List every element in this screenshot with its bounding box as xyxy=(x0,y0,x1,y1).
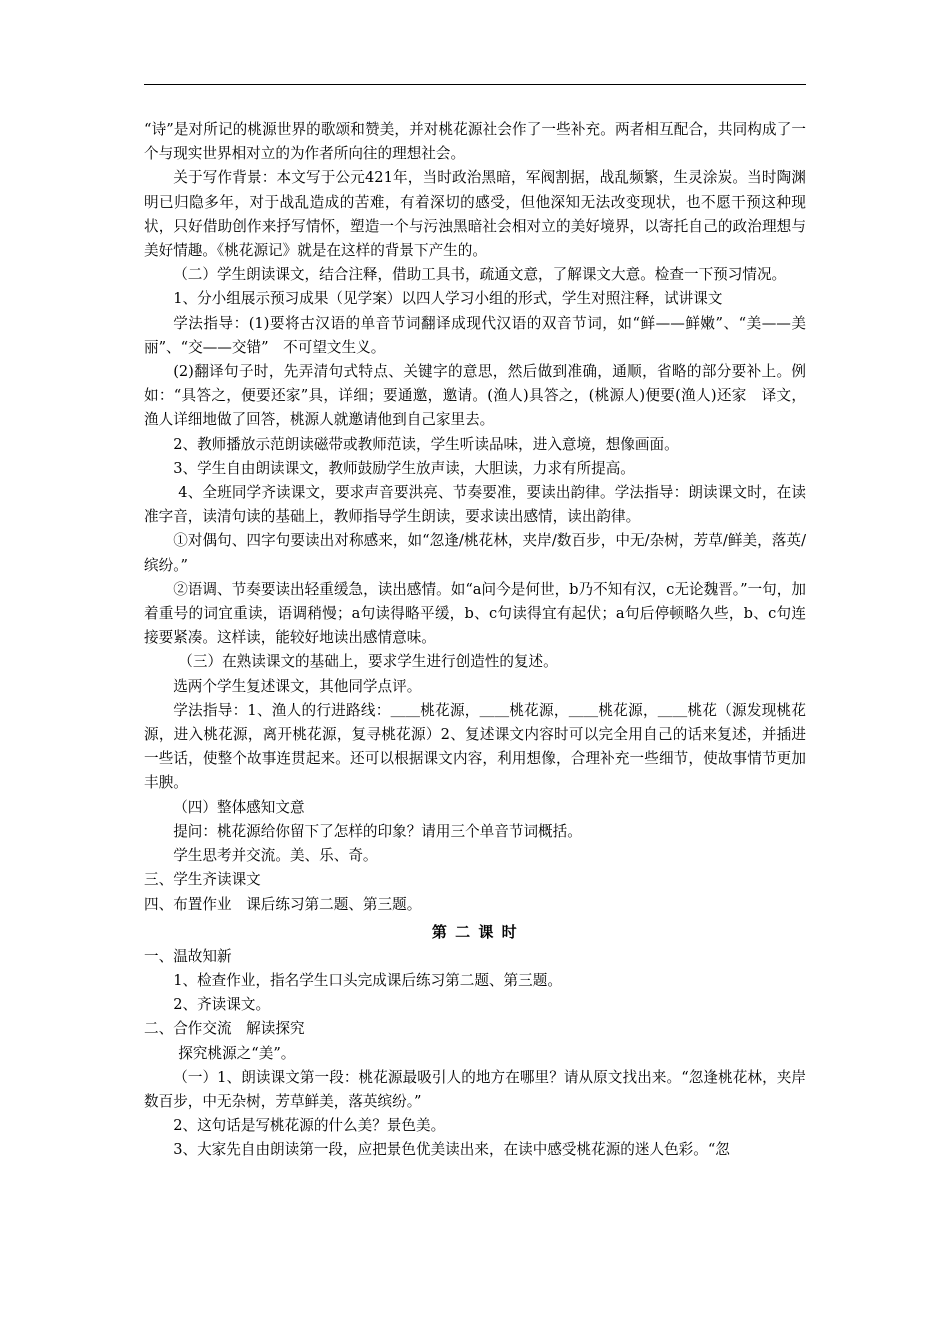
paragraph: 选两个学生复述课文，其他同学点评。 xyxy=(173,677,422,695)
paragraph: 四、布置作业 课后练习第二题、第三题。 xyxy=(144,895,422,913)
paragraph: (2)翻译句子时，先弄清句式特点、关键字的意思，然后做到准确，通顺，省略的部分要补上。例如：“具答之，便要还家”具，详细；要通邀，邀请。(渔人)具答之，(桃源人)便要(渔人)还家 译文，渔人详细地做了回答，桃源人就邀请他到自己家里去。 xyxy=(144,363,806,429)
paragraph: 3、学生自由朗读课文，教师鼓励学生放声读，大胆读，力求有所提高。 xyxy=(173,459,635,477)
paragraph: （四）整体感知文意 xyxy=(173,798,305,816)
paragraph: 学生思考并交流。美、乐、奇。 xyxy=(173,847,378,865)
paragraph: 1、分小组展示预习成果（见学案）以四人学习小组的形式，学生对照注释，试讲课文 xyxy=(173,290,723,308)
paragraph: 2、这句话是写桃花源的什么美？景色美。 xyxy=(173,1117,446,1135)
paragraph: 2、教师播放示范朗读磁带或教师范读，学生听读品味，进入意境，想像画面。 xyxy=(173,435,679,453)
paragraph: （一）1、朗读课文第一段：桃花源最吸引人的地方在哪里？请从原文找出来。“忽逢桃花林，夹岸数百步，中无杂树，芳草鲜美，落英缤纷。” xyxy=(144,1068,806,1110)
lesson-text-part-2 xyxy=(144,945,806,1163)
paragraph: 三、学生齐读课文 xyxy=(144,871,261,889)
paragraph: 二、合作交流 解读探究 xyxy=(144,1020,305,1038)
paragraph: ②语调、节奏要读出轻重缓急，读出感情。如“a问今是何世，b乃不知有汉，c无论魏晋。”一句，加着重号的词宜重读，语调稍慢；a句读得略平缓，b、c句读得宜有起伏；a句后停顿略久些，b、c句连接要紧凑。这样读，能较好地读出感情意味。 xyxy=(144,580,806,647)
paragraph: （三）在熟读课文的基础上，要求学生进行创造性的复述。 xyxy=(178,653,558,671)
paragraph: 3、大家先自由朗读第一段，应把景色优美读出来，在读中感受桃花源的迷人色彩。“忽 xyxy=(173,1141,730,1159)
header-rule xyxy=(144,84,806,85)
paragraph: 关于写作背景：本文写于公元421年，当时政治黑暗，军阀割据，战乱频繁，生灵涂炭。当时陶渊明已归隐多年，对于战乱造成的苦难，有着深切的感受，但他深知无法改变现状，也不愿干预这种现状，只好借助创作来抒写情怀，塑造一个与污浊黑暗社会相对立的美好境界，以寄托自己的政治理想与美好情趣。《桃花源记》就是在这样的背景下产生的。 xyxy=(144,169,806,260)
lesson-text-part-1 xyxy=(144,118,806,917)
paragraph: “诗”是对所记的桃源世界的歌颂和赞美，并对桃花源社会作了一些补充。两者相互配合，共同构成了一个与现实世界相对立的为作者所向往的理想社会。 xyxy=(144,121,806,163)
paragraph: 4、全班同学齐读课文，要求声音要洪亮、节奏要准，要读出韵律。学法指导：朗读课文时，在读准字音，读清句读的基础上，教师指导学生朗读，要求读出感情，读出韵律。 xyxy=(144,484,806,526)
paragraph: 学法指导：(1)要将古汉语的单音节词翻译成现代汉语的双音节词，如“鲜——鲜嫩”、“美——美丽”、“交——交错” 不可望文生义。 xyxy=(144,314,806,356)
paragraph: ①对偶句、四字句要读出对称感来，如“忽逢/桃花林，夹岸/数百步，中无/杂树，芳草/鲜美，落英/缤纷。” xyxy=(144,532,806,574)
paragraph: （二）学生朗读课文，结合注释，借助工具书，疏通文意，了解课文大意。检查一下预习情况。 xyxy=(173,266,787,284)
document-body xyxy=(144,118,806,1163)
paragraph: 2、齐读课文。 xyxy=(173,996,271,1014)
paragraph: 一、温故知新 xyxy=(144,947,232,965)
paragraph: 1、检查作业，指名学生口头完成课后练习第二题、第三题。 xyxy=(173,971,562,989)
paragraph: 学法指导：1、渔人的行进路线：＿＿桃花源，＿＿桃花源，＿＿桃花源，＿＿桃花（源发现桃花源，进入桃花源，离开桃花源，复寻桃花源）2、复述课文内容时可以完全用自己的话来复述，并插进一些话，使整个故事连贯起来。还可以根据课文内容，利用想像，合理补充一些细节，使故事情节更加丰腴。 xyxy=(144,701,806,792)
paragraph: 提问：桃花源给你留下了怎样的印象？请用三个单音节词概括。 xyxy=(173,822,582,840)
section-title: 第 二 课 时 xyxy=(431,922,519,941)
paragraph: 探究桃源之“美”。 xyxy=(178,1044,296,1062)
